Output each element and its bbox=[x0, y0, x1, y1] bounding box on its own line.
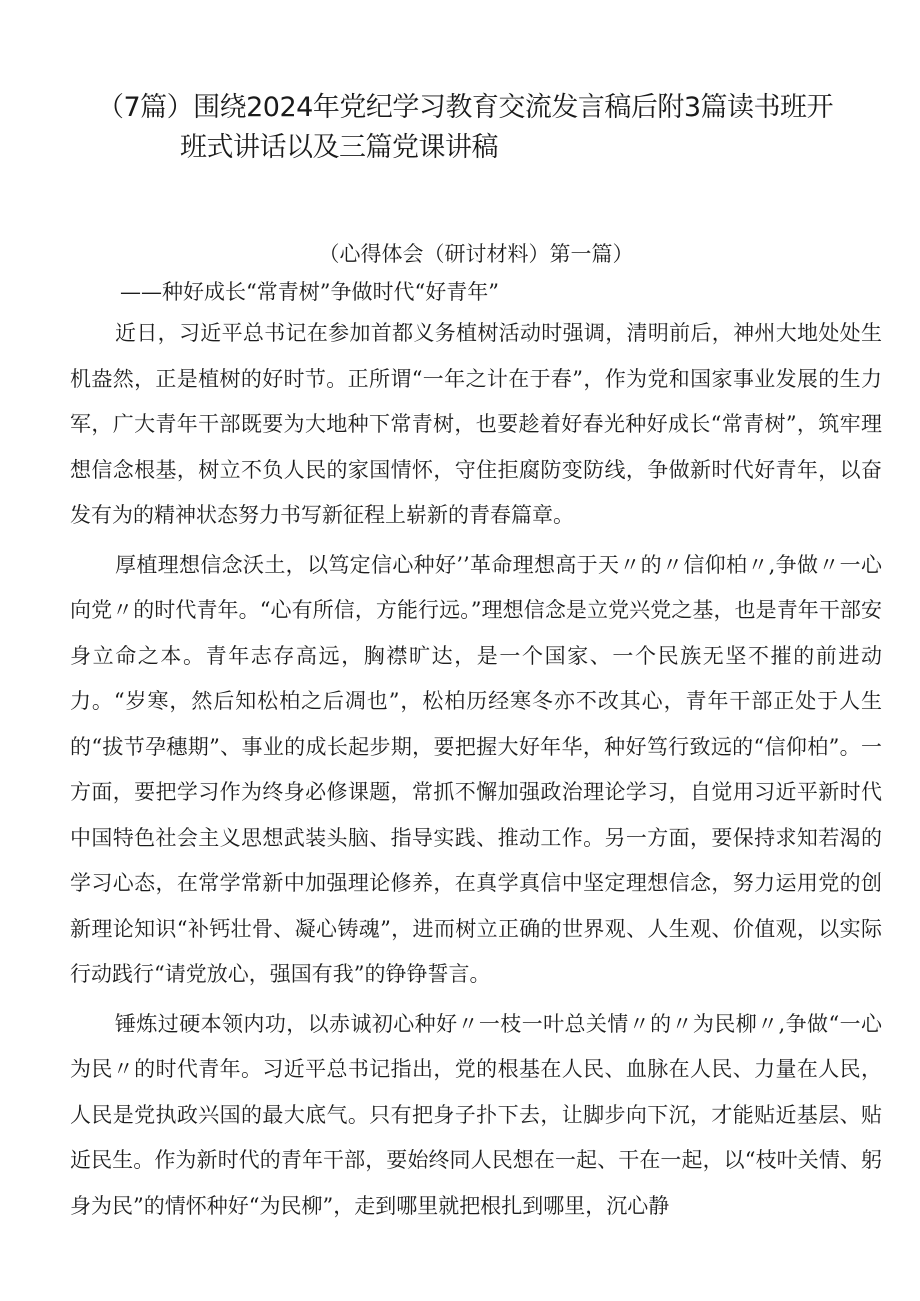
document-body bbox=[70, 235, 882, 1229]
section-tagline: ——种好成长“常青树”争做时代“好青年” bbox=[120, 280, 499, 304]
paragraph-3: 锤炼过硬本领内功，以赤诚初心种好〃一枝一叶总关情〃的〃为民柳〃,争做“一心为民〃的时代青年。习近平总书记指出，党的根基在人民、血脉在人民、力量在人民，人民是党执政兴国的最大底气。只有把身子扑下去，让脚步向下沉，才能贴近基层、贴近民生。作为新时代的青年干部，要始终同人民想在一起、干在一起，以“枝叶关情、躬身为民”的情怀种好“为民柳”，走到哪里就把根扎到哪里，沉心静 bbox=[70, 1011, 882, 1218]
paragraph-1: 近日，习近平总书记在参加首都义务植树活动时强调，清明前后，神州大地处处生机盎然，正是植树的好时节。正所谓“一年之计在于春”，作为党和国家事业发展的生力军，广大青年干部既要为大地种下常青树，也要趁着好春光种好成长“常青树”，筑牢理想信念根基，树立不负人民的家国情怀，守住拒腐防变防线，争做新时代好青年，以奋发有为的精神状态努力书写新征程上崭新的青春篇章。 bbox=[70, 321, 882, 527]
title-line-2: 班式讲话以及三篇党课讲稿 bbox=[180, 132, 498, 163]
section-subheading: （心得体会（研讨材料）第一篇） bbox=[318, 242, 634, 266]
paragraph-2: 厚植理想信念沃土，以笃定信心种好’’革命理想高于天〃的〃信仰柏〃,争做〃一心向党〃的时代青年。“心有所信，方能行远。”理想信念是立党兴党之基，也是青年干部安身立命之本。青年志存高远，胸襟旷达，是一个国家、一个民族无坚不摧的前进动力。“岁寒，然后知松柏之后凋也”，松柏历经寒冬亦不改其心，青年干部正处于人生的“拔节孕穗期”、事业的成长起步期，要把握大好年华，种好笃行致远的“信仰柏”。一方面，要把学习作为终身必修课题，常抓不懈加强政治理论学习，自觉用习近平新时代中国特色社会主义思想武装头脑、指导实践、推动工作。另一方面，要保持求知若渴的学习心态，在常学常新中加强理论修养，在真学真信中坚定理想信念，努力运用党的创新理论知识“补钙壮骨、凝心铸魂”，进而树立正确的世界观、人生观、价值观，以实际行动践行“请党放心，强国有我”的铮铮誓言。 bbox=[70, 552, 882, 986]
title-line-1: （7篇）围绕2024年党纪学习教育交流发言稿后附3篇读书班开 bbox=[96, 92, 834, 123]
document-title bbox=[40, 88, 890, 168]
